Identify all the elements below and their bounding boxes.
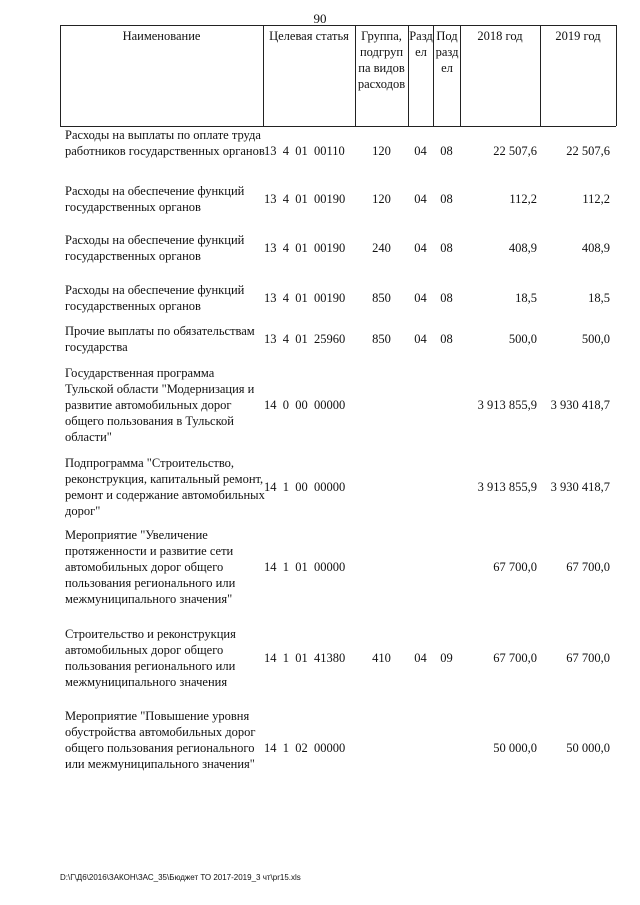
- row-2019: 22 507,6: [566, 144, 610, 158]
- row-name: Мероприятие "Повышение уровня обустройства автомобильных дорог общего пользования регионального или межмуниципального значения": [65, 709, 256, 771]
- row-2019: 112,2: [582, 192, 610, 206]
- row-section: 04: [414, 332, 427, 346]
- row-2018: 500,0: [508, 332, 537, 346]
- row-name: Государственная программа Тульской области "Модернизация и развитие автомобильных дорог общего пользования в Тульской области": [65, 366, 255, 444]
- row-target-code: 13 4 01 00110: [264, 144, 345, 158]
- row-section: 04: [414, 192, 427, 206]
- header-section: Раздел: [409, 29, 433, 59]
- row-2018: 408,9: [508, 241, 537, 255]
- row-group: 850: [372, 291, 391, 305]
- file-path: D:\Г\Д6\2016\ЗАКОН\ЗАС_35\Бюджет ТО 2017-2019_3 чт\pr15.xls: [60, 873, 301, 882]
- row-target-code: 13 4 01 25960: [264, 332, 346, 346]
- row-2018: 3 913 855,9: [477, 398, 537, 412]
- row-group: 850: [372, 332, 391, 346]
- row-target-code: 14 1 01 41380: [264, 651, 346, 665]
- row-target-code: 13 4 01 00190: [264, 291, 346, 305]
- header-2019: 2019 год: [555, 29, 601, 43]
- row-name: Расходы на выплаты по оплате труда работников государственных органов: [65, 128, 265, 158]
- row-group: 410: [372, 651, 391, 665]
- row-group: 120: [372, 144, 391, 158]
- header-group: Группа, подгруппа видов расходов: [357, 29, 406, 91]
- row-2019: 500,0: [581, 332, 610, 346]
- row-subsection: 08: [440, 241, 453, 255]
- row-name: Мероприятие "Увеличение протяженности и развитие сети автомобильных дорог общего пользования регионального или межмуниципального значения": [65, 528, 236, 606]
- row-subsection: 08: [440, 144, 453, 158]
- row-name: Строительство и реконструкция автомобильных дорог общего пользования регионального или межмуниципального значения: [65, 627, 236, 689]
- row-2019: 18,5: [588, 291, 610, 305]
- row-group: 240: [372, 241, 391, 255]
- row-name: Расходы на обеспечение функций государственных органов: [65, 283, 245, 313]
- row-target-code: 14 0 00 00000: [264, 398, 346, 412]
- header-2018: 2018 год: [477, 29, 523, 43]
- row-target-code: 14 1 01 00000: [264, 560, 346, 574]
- row-2019: 67 700,0: [566, 560, 610, 574]
- row-2019: 3 930 418,7: [550, 480, 610, 494]
- row-target-code: 13 4 01 00190: [264, 241, 346, 255]
- row-2019: 3 930 418,7: [550, 398, 610, 412]
- row-2018: 67 700,0: [493, 560, 537, 574]
- row-subsection: 08: [440, 192, 453, 206]
- row-2018: 67 700,0: [493, 651, 537, 665]
- header-target: Целевая статья: [269, 29, 349, 43]
- row-2018: 112,2: [509, 192, 537, 206]
- row-section: 04: [414, 241, 427, 255]
- row-2019: 408,9: [581, 241, 610, 255]
- row-target-code: 13 4 01 00190: [264, 192, 346, 206]
- row-section: 04: [414, 651, 427, 665]
- row-subsection: 08: [440, 291, 453, 305]
- row-2018: 3 913 855,9: [477, 480, 537, 494]
- row-2018: 18,5: [515, 291, 537, 305]
- row-subsection: 09: [440, 651, 453, 665]
- row-group: 120: [372, 192, 391, 206]
- row-2019: 50 000,0: [566, 741, 610, 755]
- header-name: Наименование: [122, 29, 201, 43]
- row-name: Прочие выплаты по обязательствам государства: [65, 324, 255, 354]
- row-name: Подпрограмма "Строительство, реконструкция, капитальный ремонт, ремонт и содержание автомобильных дорог": [65, 456, 265, 518]
- row-name: Расходы на обеспечение функций государственных органов: [65, 184, 245, 214]
- row-2018: 22 507,6: [493, 144, 537, 158]
- row-name: Расходы на обеспечение функций государственных органов: [65, 233, 245, 263]
- row-section: 04: [414, 291, 427, 305]
- row-2019: 67 700,0: [566, 651, 610, 665]
- row-target-code: 14 1 02 00000: [264, 741, 346, 755]
- row-subsection: 08: [440, 332, 453, 346]
- header-subsection: Подраздел: [435, 29, 459, 75]
- row-section: 04: [414, 144, 427, 158]
- row-2018: 50 000,0: [493, 741, 537, 755]
- page-number: 90: [313, 11, 327, 26]
- row-target-code: 14 1 00 00000: [264, 480, 346, 494]
